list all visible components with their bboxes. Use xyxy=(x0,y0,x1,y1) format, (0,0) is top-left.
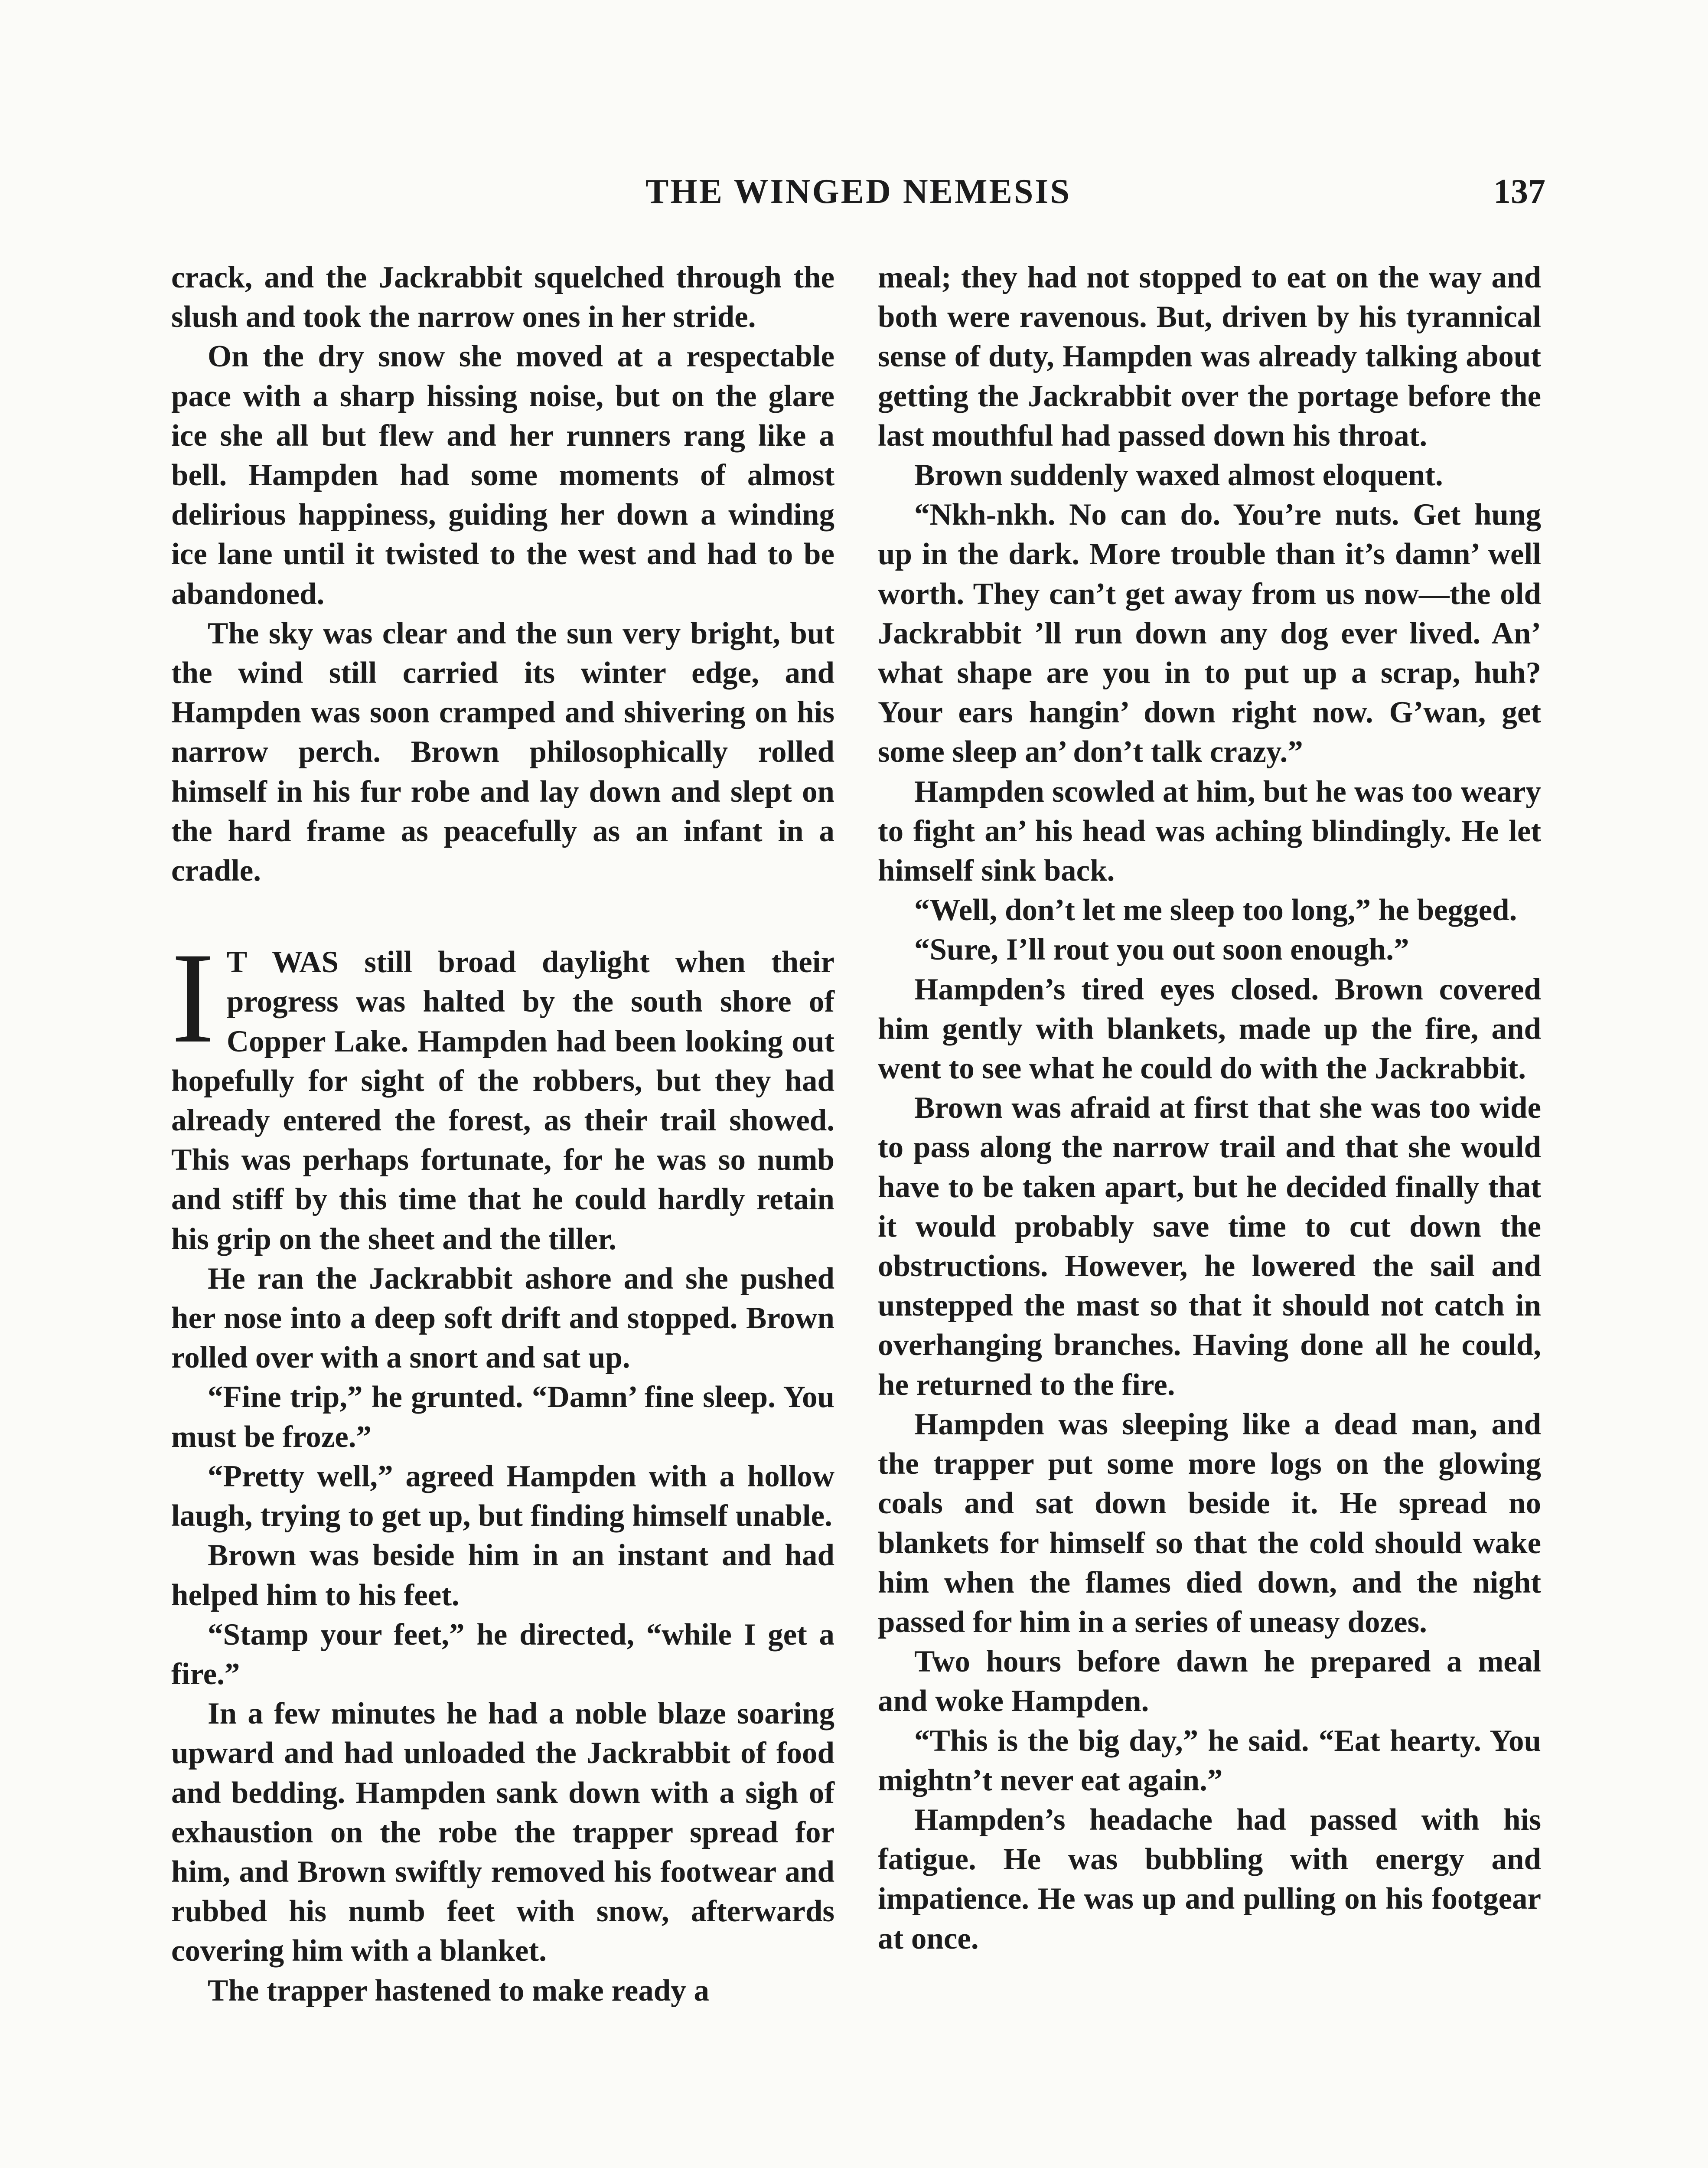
page-number: 137 xyxy=(1493,173,1545,211)
paragraph: “This is the big day,” he said. “Eat hearty. You mightn’t never eat again.” xyxy=(878,1724,1541,1797)
paragraph: “Pretty well,” agreed Hampden with a hollow laugh, trying to get up, but finding himself unable. xyxy=(171,1459,834,1533)
paragraph: Hampden was sleeping like a dead man, and the trapper put some more logs on the glowing coals and sat down beside it. He spread no blankets for himself so that the cold should wake him when the flames died down, and the night passed for him in a series of uneasy dozes. xyxy=(878,1407,1541,1639)
page-header xyxy=(171,166,1545,218)
paragraph: Hampden scowled at him, but he was too weary to fight an’ his head was aching blindingly. He let himself sink back. xyxy=(878,774,1541,888)
paragraph: Brown suddenly waxed almost eloquent. xyxy=(914,458,1443,493)
paragraph: The trapper hastened to make ready a xyxy=(208,1973,710,2008)
paragraph: The sky was clear and the sun very bright, but the wind still carried its winter edge, and Hampden was soon cramped and shivering on his narrow perch. Brown philosophically rolled himself in his fur robe and lay down and slept on the hard frame as peacefully as an infant in a cradle. xyxy=(171,616,834,888)
drop-cap: I xyxy=(171,926,215,1070)
paragraph: “Well, don’t let me sleep too long,” he begged. xyxy=(914,893,1517,927)
paragraph: Two hours before dawn he prepared a meal and woke Hampden. xyxy=(878,1645,1541,1718)
paragraph: “Nkh-nkh. No can do. You’re nuts. Get hung up in the dark. More trouble than it’s damn’ well worth. They can’t get away from us now—the old Jackrabbit ’ll run down any dog ever lived. An’ what shape are you in to put up a scrap, huh? Your ears hangin’ down right now. G’wan, get some sleep an’ don’t talk crazy.” xyxy=(878,498,1541,769)
paragraph: “Fine trip,” he grunted. “Damn’ fine sleep. You must be froze.” xyxy=(171,1380,834,1454)
paragraph: Hampden’s headache had passed with his fatigue. He was bubbling with energy and impatience. He was up and pulling on his footgear at once. xyxy=(878,1802,1541,1956)
running-title: THE WINGED NEMESIS xyxy=(645,173,1071,211)
paragraph: crack, and the Jackrabbit squelched through the slush and took the narrow ones in her stride. xyxy=(171,261,834,334)
paragraph: “Sure, I’ll rout you out soon enough.” xyxy=(914,933,1409,967)
paragraph: He ran the Jackrabbit ashore and she pushed her nose into a deep soft drift and stopped. Brown rolled over with a snort and sat up. xyxy=(171,1261,834,1375)
paragraph: On the dry snow she moved at a respectable pace with a sharp hissing noise, but on the glare ice she all but flew and her runners rang like a bell. Hampden had some moments of almost delirious happiness, guiding her down a winding ice lane until it twisted to the west and had to be abandoned. xyxy=(171,340,834,611)
right-column xyxy=(878,258,1541,1959)
paragraph: Hampden’s tired eyes closed. Brown covered him gently with blankets, made up the fire, and went to see what he could do with the Jackrabbit. xyxy=(878,972,1541,1086)
left-column xyxy=(171,258,834,2011)
paragraph: Brown was beside him in an instant and had helped him to his feet. xyxy=(171,1538,834,1612)
paragraph: meal; they had not stopped to eat on the way and both were ravenous. But, driven by his tyrannical sense of duty, Hampden was already talking about getting the Jackrabbit over the portage before the last mouthful had passed down his throat. xyxy=(878,261,1541,453)
paragraph: Brown was afraid at first that she was too wide to pass along the narrow trail and that she would have to be taken apart, but he decided finally that it would probably save time to cut down the obstructions. However, he lowered the sail and unstepped the mast so that it should not catch in overhanging branches. Having done all he could, he returned to the fire. xyxy=(878,1091,1541,1402)
paragraph: In a few minutes he had a noble blaze soaring upward and had unloaded the Jackrabbit of food and bedding. Hampden sank down with a sigh of exhaustion on the robe the trapper spread for him, and Brown swiftly removed his footwear and rubbed his numb feet with snow, afterwards covering him with a blanket. xyxy=(171,1697,834,1968)
paragraph-text: T WAS still broad daylight when their progress was halted by the south shore of Copper Lake. Hampden had been looking out hopefully for sight of the robbers, but they had already entered the forest, as their trail showed. This was perhaps fortunate, for he was so numb and stiff by this time that he could hardly retain his grip on the sheet and the tiller. xyxy=(171,945,834,1256)
section-opening-paragraph xyxy=(171,926,834,1259)
paragraph: “Stamp your feet,” he directed, “while I get a fire.” xyxy=(171,1617,834,1691)
